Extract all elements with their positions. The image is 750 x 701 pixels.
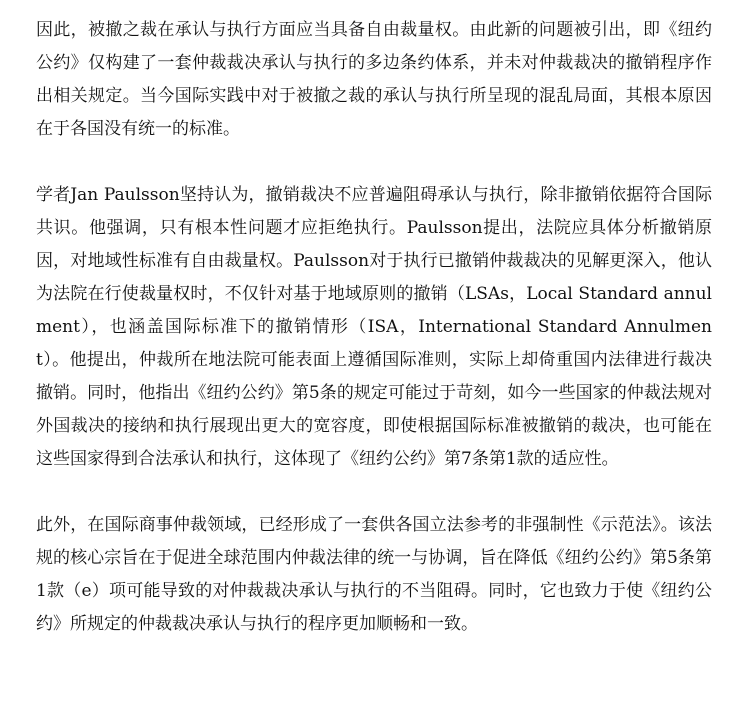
paragraph-3: 此外，在国际商事仲裁领域，已经形成了一套供各国立法参考的非强制性《示范法》。该法规的核心宗旨在于促进全球范围内仲裁法律的统一与协调，旨在降低《纽约公约》第5条第1款（e）项可能导致的对仲裁裁决承认与执行的不当阻碍。同时，它也致力于使《纽约公约》所规定的仲裁裁决承认与执行的程序更加顺畅和一致。	[36, 515, 712, 634]
paragraph-1: 因此，被撤之裁在承认与执行方面应当具备自由裁量权。由此新的问题被引出，即《纽约公约》仅构建了一套仲裁裁决承认与执行的多边条约体系，并未对仲裁裁决的撤销程序作出相关规定。当今国际实践中对于被撤之裁的承认与执行所呈现的混乱局面，其根本原因在于各国没有统一的标准。	[36, 20, 712, 139]
document-body	[36, 14, 712, 641]
paragraph-2: 学者Jan Paulsson坚持认为，撤销裁决不应普遍阻碍承认与执行，除非撤销依据符合国际共识。他强调，只有根本性问题才应拒绝执行。Paulsson提出，法院应具体分析撤销原因，对地域性标准有自由裁量权。Paulsson对于执行已撤销仲裁裁决的见解更深入，他认为法院在行使裁量权时，不仅针对基于地域原则的撤销（LSAs，Local Standard annulment），也涵盖国际标准下的撤销情形（ISA，International Standard Annulment）。他提出，仲裁所在地法院可能表面上遵循国际准则，实际上却倚重国内法律进行裁决撤销。同时，他指出《纽约公约》第5条的规定可能过于苛刻，如今一些国家的仲裁法规对外国裁决的接纳和执行展现出更大的宽容度，即使根据国际标准被撤销的裁决，也可能在这些国家得到合法承认和执行，这体现了《纽约公约》第7条第1款的适应性。	[36, 185, 712, 469]
